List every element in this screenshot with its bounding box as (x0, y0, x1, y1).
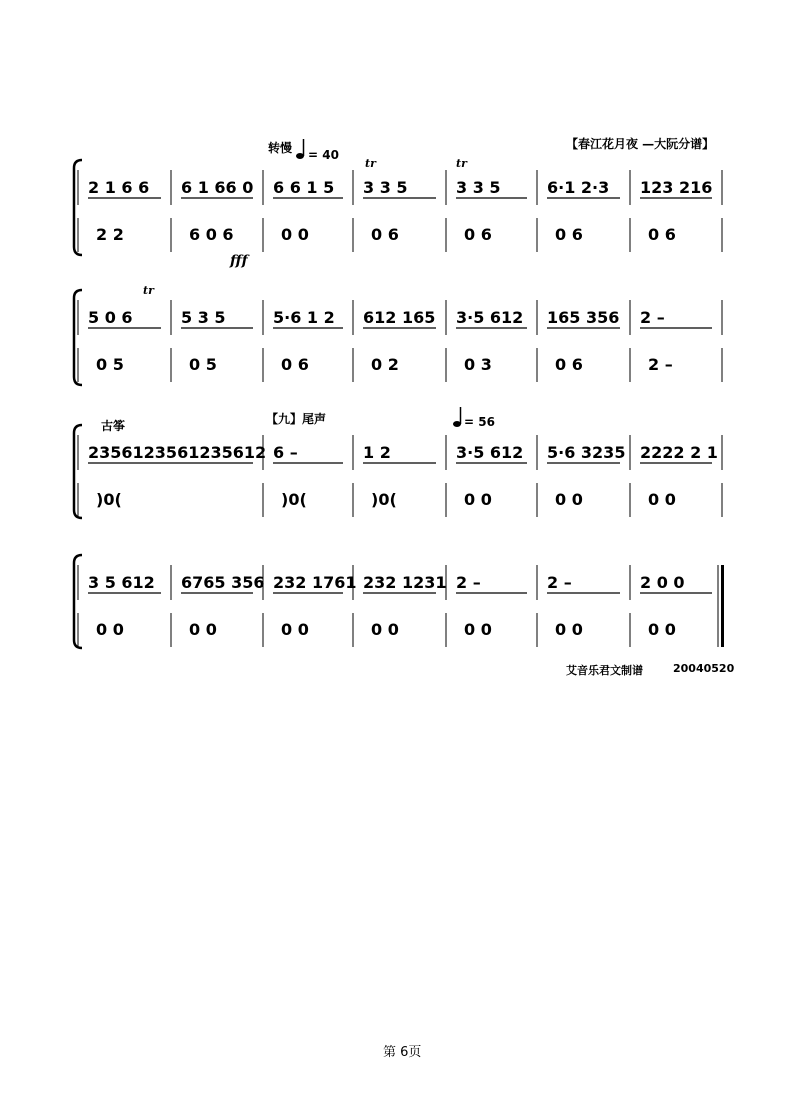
quarter-note-icon (296, 139, 304, 159)
section-label: 【九】尾声 (266, 412, 327, 426)
lower-measure: 0 6 (464, 225, 492, 244)
lower-measure: 0 0 (464, 490, 492, 509)
lower-measure: 0 0 (189, 620, 217, 639)
upper-measure: 3·5 612 (456, 443, 524, 462)
upper-measure: 2 1 6 6 (88, 178, 150, 197)
tempo-marking-2: = 56 (464, 415, 495, 429)
lower-measure: 0 0 (281, 225, 309, 244)
upper-measure: 3 3 5 (456, 178, 501, 197)
upper-measure: 3 5 612 (88, 573, 155, 592)
lower-measure: 0 0 (648, 490, 676, 509)
upper-measure: 5 0 6 (88, 308, 133, 327)
lower-measure: 0 6 (555, 355, 583, 374)
score-title: 【春江花月夜 —大阮分谱】 (566, 137, 715, 151)
upper-measure: 123 216 (640, 178, 713, 197)
lower-measure: 0 3 (464, 355, 492, 374)
upper-measure: 5·6 3235 (547, 443, 626, 462)
upper-measure: 165 356 (547, 308, 620, 327)
upper-measure: 2 – (547, 573, 572, 592)
lower-measure: 0 5 (189, 355, 217, 374)
quarter-note-icon (453, 407, 461, 427)
lower-measure: 2 2 (96, 225, 124, 244)
lower-measure: 2 – (648, 355, 673, 374)
lower-measure: 0 6 (281, 355, 309, 374)
lower-measure: )0( (281, 490, 307, 509)
lower-measure: )0( (371, 490, 397, 509)
trill-mark: tr (456, 157, 467, 170)
footer-credit: 艾音乐君文制谱 (566, 664, 643, 677)
upper-measure: 6 1 66 0 (181, 178, 254, 197)
trill-mark: tr (143, 284, 154, 297)
lower-measure: 0 6 (555, 225, 583, 244)
upper-measure: 5·6 1 2 (273, 308, 335, 327)
upper-measure: 6 6 1 5 (273, 178, 335, 197)
tempo-change-label: 转慢 (268, 141, 293, 155)
systems-layer (74, 160, 724, 648)
lower-measure: 0 0 (648, 620, 676, 639)
page-number: 第 6页 (383, 1045, 422, 1060)
lower-measure: 0 5 (96, 355, 124, 374)
upper-measure: 2356123561235612 (88, 443, 267, 462)
lower-measure: 0 0 (555, 490, 583, 509)
trill-mark: tr (365, 157, 376, 170)
lower-measure: 0 2 (371, 355, 399, 374)
lower-measure: 0 0 (96, 620, 124, 639)
lower-measure: )0( (96, 490, 122, 509)
upper-measure: 6 – (273, 443, 298, 462)
upper-measure: 2 0 0 (640, 573, 685, 592)
upper-measure: 3 3 5 (363, 178, 408, 197)
lower-measure: 0 0 (555, 620, 583, 639)
upper-measure: 2222 2 1 (640, 443, 718, 462)
lower-measure: 0 0 (464, 620, 492, 639)
upper-measure: 3·5 612 (456, 308, 524, 327)
lower-measure: 0 0 (371, 620, 399, 639)
lower-measure: 0 6 (648, 225, 676, 244)
upper-measure: 5 3 5 (181, 308, 226, 327)
lower-measure: 0 0 (281, 620, 309, 639)
upper-measure: 6·1 2·3 (547, 178, 610, 197)
upper-measure: 232 1761 (273, 573, 357, 592)
tempo-marking-1: = 40 (308, 148, 339, 162)
upper-measure: 232 1231 (363, 573, 447, 592)
footer-date: 20040520 (673, 662, 735, 675)
upper-measure: 2 – (640, 308, 665, 327)
lower-measure: 0 6 (371, 225, 399, 244)
upper-measure: 1 2 (363, 443, 391, 462)
instrument-label: 古筝 (101, 419, 126, 433)
upper-measure: 2 – (456, 573, 481, 592)
upper-measure: 612 165 (363, 308, 436, 327)
final-barline (721, 565, 724, 647)
upper-measure: 6765 356 (181, 573, 265, 592)
lower-measure: 6 0 6 (189, 225, 234, 244)
dynamic-mark: fff (230, 253, 248, 269)
